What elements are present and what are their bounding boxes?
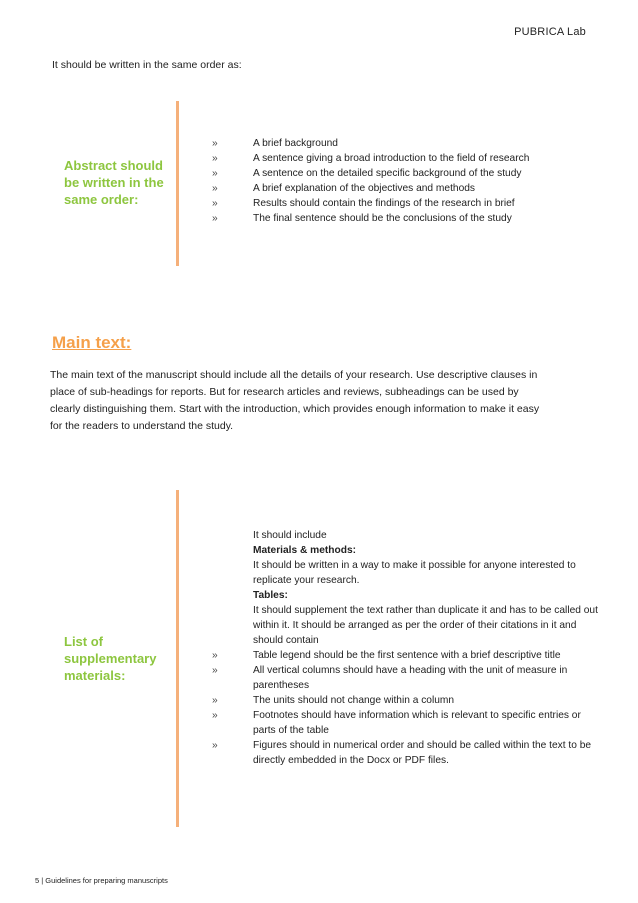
bullet-marker: » [212,168,218,179]
header-brand: PUBRICA Lab [514,26,586,38]
supplementary-bullet-item [212,693,602,708]
footer-text: 5 | Guidelines for preparing manuscripts [35,876,168,885]
bullet-marker: » [212,650,218,661]
abstract-divider [176,101,179,266]
supplementary-line-text: Table legend should be the first sentence with a brief descriptive title [253,650,561,661]
supplementary-bullet-item [212,708,602,738]
bullet-marker: » [212,710,218,721]
bullet-marker: » [212,695,218,706]
abstract-bullet-item [212,181,582,196]
bullet-marker: » [212,138,218,149]
bullet-marker: » [212,740,218,751]
bullet-marker: » [212,665,218,676]
abstract-bullet-item [212,151,582,166]
supplementary-line [212,543,602,558]
bullet-marker: » [212,183,218,194]
supplementary-line-text: Footnotes should have information which is relevant to specific entries or parts of the table [253,710,581,736]
main-text-title: Main text: [52,333,132,352]
supplementary-list [212,528,602,768]
supplementary-line [212,528,602,543]
intro-line: It should be written in the same order as: [52,59,242,71]
abstract-bullet-item [212,196,582,211]
abstract-bullet-text: A sentence giving a broad introduction to the field of research [253,153,530,164]
abstract-bullet-item [212,166,582,181]
abstract-heading: Abstract should be written in the same order: [64,158,164,207]
supplementary-line-text: All vertical columns should have a heading with the unit of measure in parentheses [253,665,568,691]
supplementary-bullet-item [212,738,602,768]
supplementary-line-text: The units should not change within a column [253,695,455,706]
supplementary-line-text: Tables: [253,590,288,601]
supplementary-line-text: It should be written in a way to make it possible for anyone interested to replicate your research. [253,560,576,586]
bullet-marker: » [212,198,218,209]
supplementary-line-text: Materials & methods: [253,545,357,556]
abstract-bullet-text: A brief background [253,138,338,149]
supplementary-line [212,603,602,648]
supplementary-line [212,558,602,588]
abstract-bullet-list [212,136,582,226]
supplementary-bullet-item [212,663,602,693]
abstract-bullet-text: The final sentence should be the conclusions of the study [253,213,512,224]
bullet-marker: » [212,153,218,164]
supplementary-divider [176,490,179,827]
supplementary-line-text: It should supplement the text rather than duplicate it and has to be called out within it. It should be arranged as per the order of their citations in it and should contain [253,605,598,646]
bullet-marker: » [212,213,218,224]
abstract-bullet-text: Results should contain the findings of the research in brief [253,198,515,209]
abstract-bullet-text: A sentence on the detailed specific background of the study [253,168,522,179]
main-text-body: The main text of the manuscript should include all the details of your research. Use descriptive clauses in place of sub-headings for reports. But for research articles and reviews, subheadings can be used by clearly distinguishing them. Start with the introduction, which provides enough information to make it easy for the readers to understand the study. [50,369,540,432]
supplementary-heading: List of supplementary materials: [64,634,157,683]
supplementary-line-text: It should include [253,530,327,541]
supplementary-line [212,588,602,603]
supplementary-line-text: Figures should in numerical order and should be called within the text to be directly embedded in the Docx or PDF files. [253,740,592,766]
abstract-bullet-text: A brief explanation of the objectives and methods [253,183,476,194]
abstract-bullet-item [212,211,582,226]
supplementary-bullet-item [212,648,602,663]
abstract-bullet-item [212,136,582,151]
